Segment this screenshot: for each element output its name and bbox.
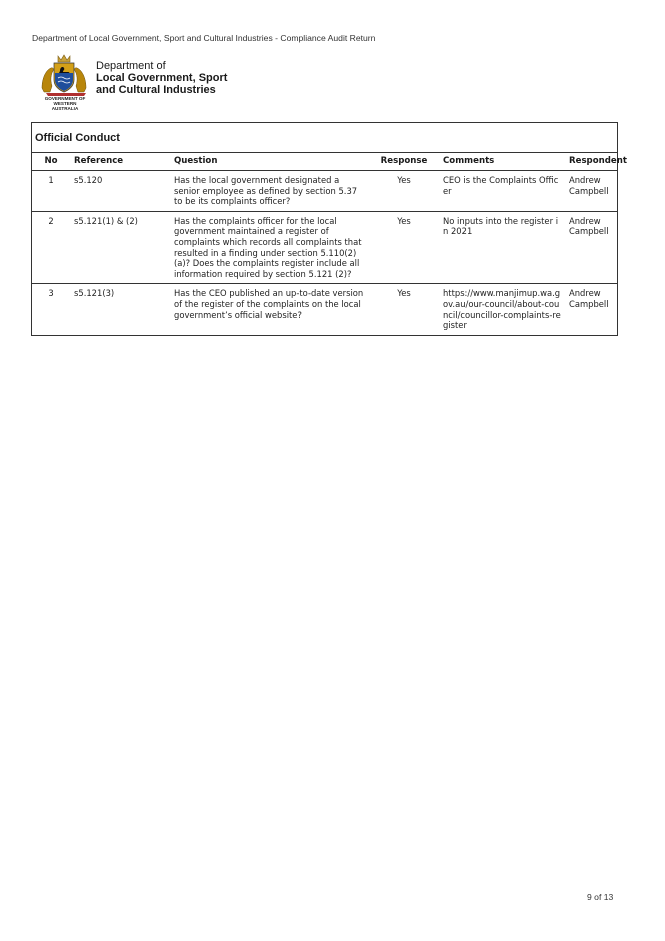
column-header-question: Question <box>170 153 369 171</box>
cell-no: 2 <box>32 211 70 284</box>
cell-reference: s5.121(1) & (2) <box>70 211 170 284</box>
government-label: GOVERNMENT OF WESTERN AUSTRALIA <box>44 96 86 112</box>
page-number: 9 of 13 <box>587 892 614 902</box>
column-header-respondent: Respondent <box>565 153 617 171</box>
cell-response: Yes <box>369 171 439 212</box>
table-header-row <box>32 153 617 171</box>
table-row <box>32 171 617 212</box>
cell-respondent: Andrew Campbell <box>565 171 617 212</box>
compliance-table-container <box>31 122 627 336</box>
table-row <box>32 284 617 335</box>
cell-reference: s5.120 <box>70 171 170 212</box>
cell-comments-link[interactable]: https://www.manjimup.wa.gov.au/our-council/about-council/councillor-complaints-register <box>443 288 561 331</box>
cell-response: Yes <box>397 288 411 299</box>
compliance-table <box>32 153 627 335</box>
table-row <box>32 211 617 284</box>
cell-respondent: Andrew Campbell <box>565 211 617 284</box>
cell-respondent: Andrew Campbell <box>569 288 609 309</box>
cell-comments: CEO is the Complaints Officer <box>439 171 565 212</box>
cell-response: Yes <box>369 211 439 284</box>
cell-question: Has the complaints officer for the local government maintained a register of complaints which records all complaints that resulted in a finding under section 5.110(2)(a)? Does the complaints register include all information required by section 5.121 (2)? <box>170 211 369 284</box>
cell-question: Has the CEO published an up-to-date version of the register of the complaints on the local government’s official website? <box>174 288 364 320</box>
cell-reference: s5.121(3) <box>74 288 115 299</box>
department-logo <box>36 54 256 110</box>
cell-no: 3 <box>48 288 54 299</box>
column-header-comments: Comments <box>439 153 565 171</box>
cell-no: 1 <box>32 171 70 212</box>
column-header-reference: Reference <box>70 153 170 171</box>
department-name: Department of Local Government, Sport and Cultural Industries <box>96 60 228 96</box>
column-header-no: No <box>32 153 70 171</box>
cell-question: Has the local government designated a senior employee as defined by section 5.37 to be its complaints officer? <box>170 171 369 212</box>
column-header-response: Response <box>369 153 439 171</box>
section-title: Official Conduct <box>32 123 617 153</box>
cell-comments: No inputs into the register in 2021 <box>439 211 565 284</box>
document-header: Department of Local Government, Sport and Cultural Industries - Compliance Audit Return <box>32 33 376 43</box>
